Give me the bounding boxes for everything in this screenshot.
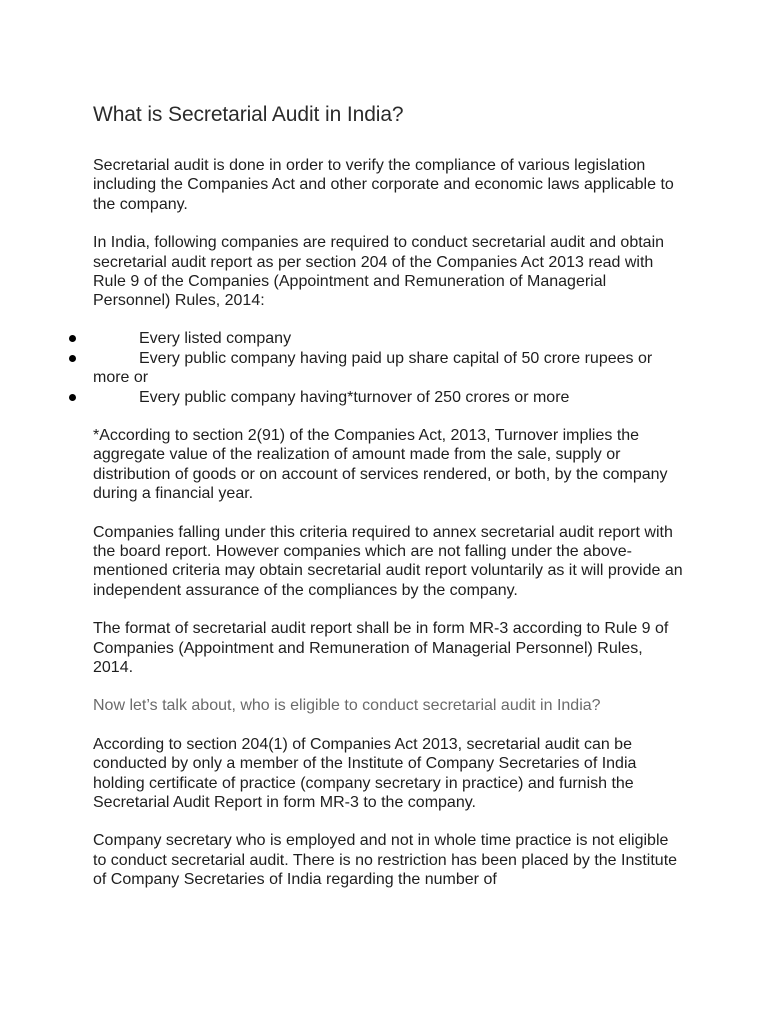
restriction-paragraph: Company secretary who is employed and not in whole time practice is not eligible to conduct secretarial audit. There is no restriction has been placed by the Institute of Company Secretaries of India regarding the number of <box>93 832 678 889</box>
intro-paragraph: Secretarial audit is done in order to verify the compliance of various legislation including the Companies Act and other corporate and economic laws applicable to the company. <box>93 157 674 213</box>
eligibility-subheading: Now let’s talk about, who is eligible to conduct secretarial audit in India? <box>93 697 601 715</box>
document-body <box>93 101 683 909</box>
annex-report-paragraph: Companies falling under this criteria required to annex secretarial audit report with the board report. However companies which are not falling under the above-mentioned criteria may obtain secretarial audit report voluntarily as it will provide an independent assurance of the compliances by the company. <box>93 523 683 599</box>
requirements-paragraph: In India, following companies are required to conduct secretarial audit and obtain secretarial audit report as per section 204 of the Companies Act 2013 read with Rule 9 of the Companies (Appointment and Remuneration of Managerial Personnel) Rules, 2014: <box>93 234 665 310</box>
bullet-icon <box>69 394 76 401</box>
list-item <box>0 388 683 407</box>
list-item <box>0 349 683 388</box>
list-item-text: Every public company having*turnover of 250 crores or more <box>139 388 570 406</box>
document-title: What is Secretarial Audit in India? <box>93 103 404 126</box>
company-criteria-list <box>0 329 683 407</box>
list-item-text: Every listed company <box>139 330 292 348</box>
bullet-icon <box>69 355 76 362</box>
list-item <box>0 329 683 348</box>
turnover-definition-paragraph: *According to section 2(91) of the Companies Act, 2013, Turnover implies the aggregate value of the realization of amount made from the sale, supply or distribution of goods or on account of services rendered, or both, by the company during a financial year. <box>93 426 668 503</box>
bullet-icon <box>69 335 76 342</box>
report-format-paragraph: The format of secretarial audit report shall be in form MR-3 according to Rule 9 of Companies (Appointment and Remuneration of Managerial Personnel) Rules, 2014. <box>93 620 669 677</box>
list-item-text: Every public company having paid up share capital of 50 crore rupees or more or <box>93 349 653 387</box>
eligibility-paragraph: According to section 204(1) of Companies Act 2013, secretarial audit can be conducted by only a member of the Institute of Company Secretaries of India holding certificate of practice (company secretary in practice) and furnish the Secretarial Audit Report in form MR-3 to the company. <box>93 735 637 812</box>
